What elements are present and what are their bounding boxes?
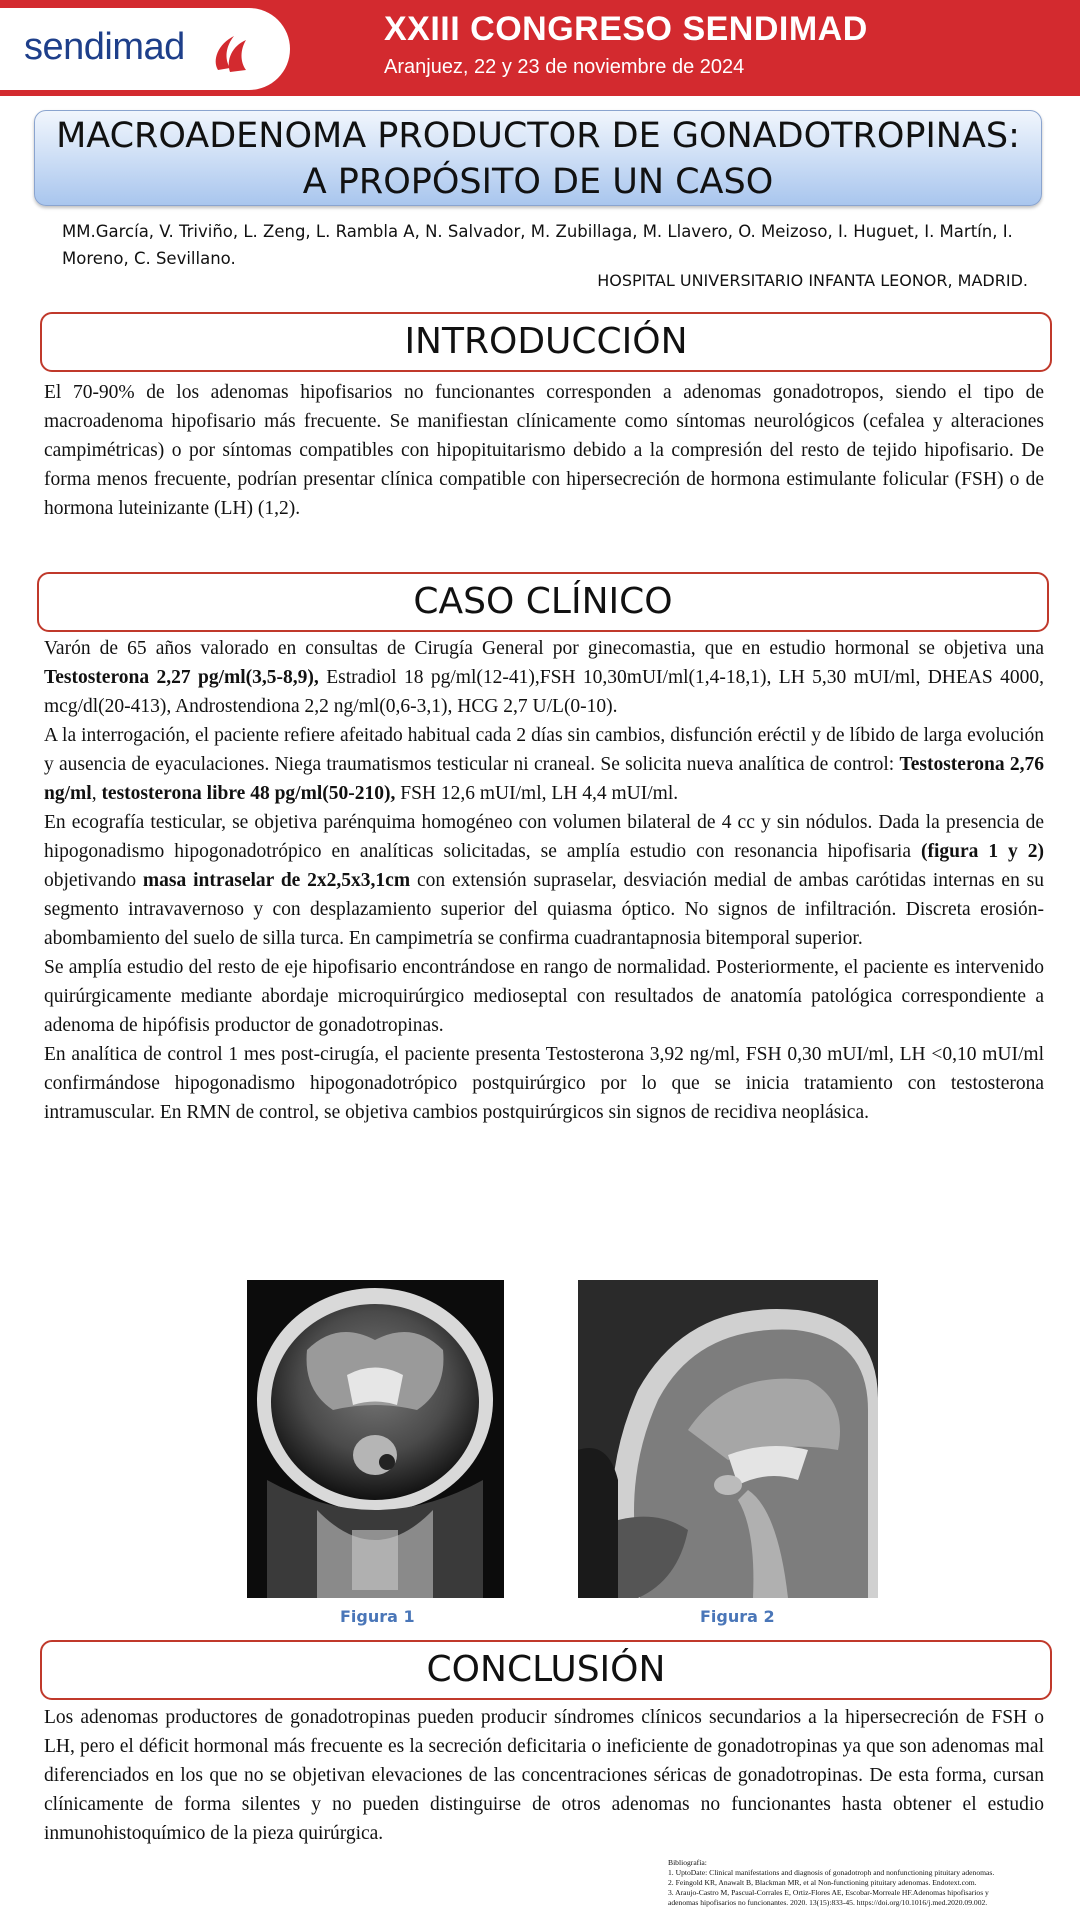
figure-1-caption: Figura 1	[340, 1607, 415, 1626]
bibliography-ref-1: 1. UptoDate: Clinical manifestations and diagnosis of gonadotroph and nonfunctioning pituitary adenomas.	[668, 1868, 995, 1877]
congress-header	[0, 0, 1080, 96]
congress-title: XXIII CONGRESO SENDIMAD	[384, 10, 868, 48]
bibliography	[668, 1858, 1073, 1908]
figure-1-mri-coronal	[247, 1280, 504, 1598]
congress-subtitle: Aranjuez, 22 y 23 de noviembre de 2024	[384, 56, 745, 78]
case-heading: CASO CLÍNICO	[37, 572, 1049, 632]
sendimad-logo-text: sendimad	[24, 26, 185, 68]
bibliography-ref-3a: 3. Araujo-Castro M, Pascual-Corrales E, Ortiz-Flores AE, Escobar-Morreale HF.Adenomas hipofisarios y	[668, 1888, 989, 1897]
poster-title-line1: MACROADENOMA PRODUCTOR DE GONADOTROPINAS:	[56, 116, 1020, 156]
case-paragraph-3: En ecografía testicular, se objetiva parénquima homogéneo con volumen bilateral de 4 cc y sin nódulos. Dada la presencia de hipogonadismo hipogonadotrópico en analíticas solicitadas, se amplía estudio con resonancia hipofisaria (figura 1 y 2) objetivando masa intraselar de 2x2,5x3,1cm con extensión supraselar, desviación medial de ambas carótidas internas en su segmento intravavernoso y con desplazamiento superior del quiasma óptico. No signos de infiltración. Discreta erosión-abombamiento del suelo de silla turca. En campimetría se confirma cuadrantapnosia bitemporal superior.	[44, 812, 1045, 949]
hospital-affiliation: HOSPITAL UNIVERSITARIO INFANTA LEONOR, MADRID.	[597, 271, 1028, 290]
conclusion-heading: CONCLUSIÓN	[40, 1640, 1052, 1700]
sendimad-logo-icon	[208, 30, 256, 78]
case-paragraph-4: Se amplía estudio del resto de eje hipofisario encontrándose en rango de normalidad. Posteriormente, el paciente es intervenido quirúrgicamente mediante abordaje microquirúrgico medioseptal con resultados de anatomía patológica correspondiente a adenoma de hipófisis productor de gonadotropinas.	[44, 957, 1044, 1036]
intro-heading: INTRODUCCIÓN	[40, 312, 1052, 372]
poster-title-line2: A PROPÓSITO DE UN CASO	[302, 162, 774, 202]
case-paragraph-5: En analítica de control 1 mes post-cirugía, el paciente presenta Testosterona 3,92 ng/ml, FSH 0,30 mUI/ml, LH <0,10 mUI/ml confirmándose hipogonadismo hipogonadotrópico postquirúrgico por lo que se inicia tratamiento con testosterona intramuscular. En RMN de control, se objetiva cambios postquirúrgicos sin signos de recidiva neoplásica.	[44, 1044, 1044, 1123]
bibliography-ref-2: 2. Feingold KR, Anawalt B, Blackman MR, et al Non-functioning pituitary adenomas. Endotext.com.	[668, 1878, 977, 1887]
intro-text: El 70-90% de los adenomas hipofisarios no funcionantes corresponden a adenomas gonadotropos, siendo el tipo de macroadenoma hipofisario más frecuente. Se manifiestan clínicamente como síntomas neurológicos (cefalea y alteraciones campimétricas) o por síntomas compatibles con hipopituitarismo debido a la compresión del resto de tejido hipofisario. De forma menos frecuente, podrían presentar clínica compatible con hipersecreción de hormona estimulante folicular (FSH) o de hormona luteinizante (LH) (1,2).	[44, 382, 1044, 519]
figure-2-mri-sagittal	[578, 1280, 878, 1598]
bibliography-label: Bibliografía:	[668, 1858, 707, 1867]
figure-2-caption: Figura 2	[700, 1607, 775, 1626]
logo-container	[0, 8, 290, 90]
bibliography-ref-3b: adenomas hipofisarios no funcionantes. 2020. 13(15):833-45. https://doi.org/10.1016/j.med.2020.09.002.	[668, 1898, 988, 1907]
conclusion-text: Los adenomas productores de gonadotropinas pueden producir síndromes clínicos secundarios a la hipersecreción de FSH o LH, pero el déficit hormonal más frecuente es la secreción deficitaria o ineficiente de gonadotropinas ya que son adenomas mal diferenciados en los que no se objetivan elevaciones de las concentraciones séricas de gonadotropinas. De esta forma, cursan clínicamente de forma silentes y no pueden distinguirse de otros adenomas no funcionantes hasta obtener el estudio inmunohistoquímico de la pieza quirúrgica.	[44, 1707, 1044, 1844]
case-paragraph-1: Varón de 65 años valorado en consultas de Cirugía General por ginecomastia, que en estudio hormonal se objetiva una Testosterona 2,27 pg/ml(3,5-8,9), Estradiol 18 pg/ml(12-41),FSH 10,30mUI/ml(1,4-18,1), LH 5,30 mUI/ml, DHEAS 4000, mcg/dl(20-413), Androstendiona 2,2 ng/ml(0,6-3,1), HCG 2,7 U/L(0-10).	[44, 638, 1044, 717]
authors-list: MM.García, V. Triviño, L. Zeng, L. Rambla A, N. Salvador, M. Zubillaga, M. Llavero, O. Meizoso, I. Huguet, I. Martín, I. Moreno, C. Sevillano.	[62, 222, 1013, 268]
case-text	[44, 634, 1044, 1127]
case-paragraph-2: A la interrogación, el paciente refiere afeitado habitual cada 2 días sin cambios, disfunción eréctil y de líbido de larga evolución y ausencia de eyaculaciones. Niega traumatismos testicular ni craneal. Se solicita nueva analítica de control: Testosterona 2,76 ng/ml, testosterona libre 48 pg/ml(50-210), FSH 12,6 mUI/ml, LH 4,4 mUI/ml.	[44, 725, 1044, 804]
poster-title	[34, 110, 1042, 206]
